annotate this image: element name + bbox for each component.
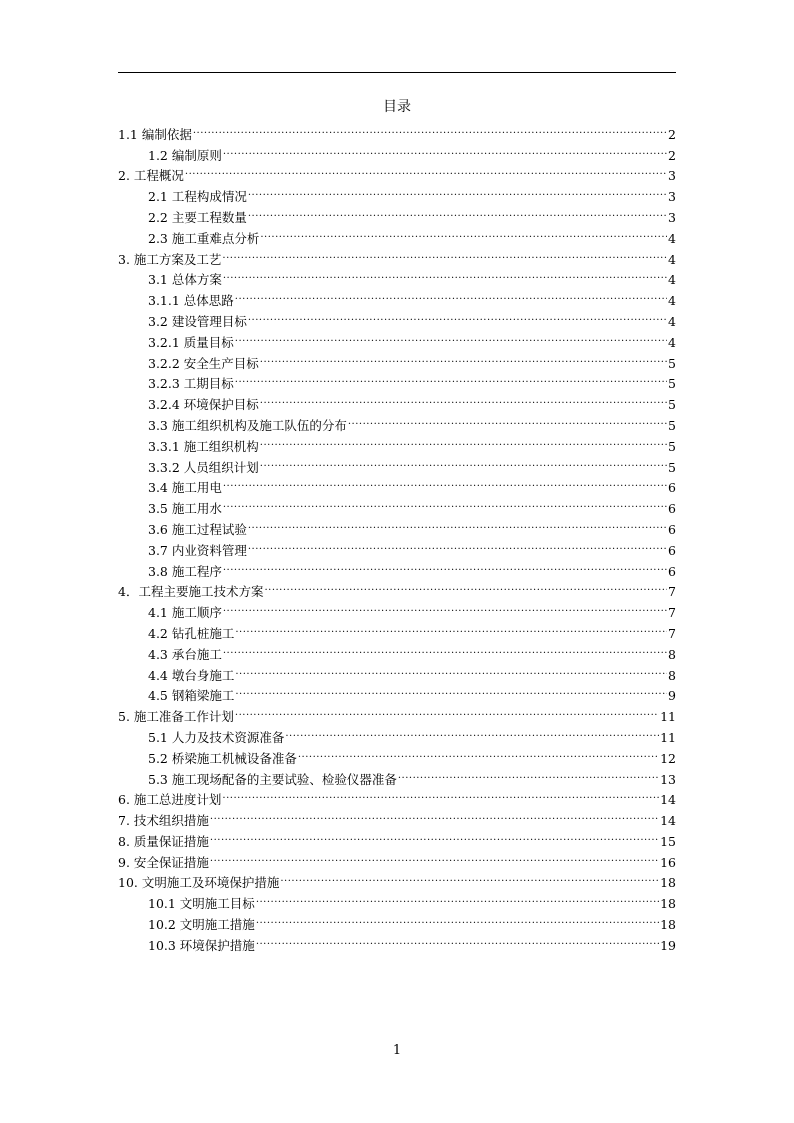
- toc-entry-title: 3.7 内业资料管理: [148, 542, 247, 558]
- toc-entry-title: 3.2 建设管理目标: [148, 313, 247, 329]
- toc-entry-title: 5.3 施工现场配备的主要试验、检验仪器准备: [148, 771, 397, 787]
- toc-entry-title: 9. 安全保证措施: [118, 854, 209, 870]
- toc-entry-page: 16: [660, 854, 676, 870]
- toc-entry-title: 2.1 工程构成情况: [148, 189, 247, 205]
- toc-entry[interactable]: [118, 118, 676, 142]
- toc-dot-leader: [248, 180, 667, 201]
- toc-entry-page: 6: [668, 501, 676, 517]
- toc-dot-leader: [223, 264, 667, 285]
- toc-dot-leader: [256, 908, 659, 929]
- toc-entry-page: 18: [660, 875, 676, 891]
- toc-entry-title: 4.2 钻孔桩施工: [148, 625, 235, 641]
- toc-dot-leader: [285, 721, 659, 742]
- table-of-contents: [118, 118, 676, 953]
- toc-dot-leader: [235, 680, 667, 701]
- toc-entry-page: 5: [668, 459, 676, 475]
- toc-entry-title: 10.1 文明施工目标: [148, 896, 255, 912]
- toc-dot-leader: [223, 555, 667, 576]
- toc-entry-title: 2. 工程概况: [118, 168, 184, 184]
- toc-dot-leader: [185, 160, 667, 181]
- toc-dot-leader: [280, 867, 659, 888]
- toc-entry-page: 5: [668, 438, 676, 454]
- toc-entry-page: 4: [668, 293, 676, 309]
- toc-entry-title: 3.3.2 人员组织计划: [148, 459, 259, 475]
- toc-entry-title: 3.6 施工过程试验: [148, 521, 247, 537]
- toc-entry[interactable]: [118, 139, 676, 163]
- toc-entry-page: 12: [660, 750, 676, 766]
- toc-dot-leader: [256, 929, 659, 950]
- toc-entry-title: 3.1.1 总体思路: [148, 293, 234, 309]
- toc-dot-leader: [235, 368, 667, 389]
- toc-entry-page: 5: [668, 417, 676, 433]
- toc-entry-page: 14: [660, 813, 676, 829]
- toc-entry-title: 4.4 墩台身施工: [148, 667, 235, 683]
- toc-entry-page: 4: [668, 272, 676, 288]
- toc-dot-leader: [235, 659, 667, 680]
- page-number: 1: [392, 1043, 402, 1058]
- toc-dot-leader: [223, 472, 667, 493]
- toc-dot-leader: [260, 451, 667, 472]
- toc-entry-title: 5. 施工准备工作计划: [118, 709, 234, 725]
- toc-dot-leader: [235, 326, 667, 347]
- toc-dot-leader: [210, 804, 659, 825]
- toc-entry-title: 3.1 总体方案: [148, 272, 222, 288]
- toc-entry-title: 3.2.1 质量目标: [148, 334, 234, 350]
- toc-entry-page: 7: [668, 584, 676, 600]
- toc-entry-title: 3. 施工方案及工艺: [118, 251, 222, 267]
- toc-entry-page: 7: [668, 605, 676, 621]
- toc-entry-page: 9: [668, 688, 676, 704]
- toc-entry-page: 6: [668, 521, 676, 537]
- toc-entry-page: 8: [668, 667, 676, 683]
- toc-entry-title: 3.2.4 环境保护目标: [148, 397, 259, 413]
- toc-dot-leader: [223, 596, 667, 617]
- toc-entry-title: 3.2.3 工期目标: [148, 376, 234, 392]
- toc-entry-page: 3: [668, 209, 676, 225]
- toc-entry-title: 2.3 施工重难点分析: [148, 230, 260, 246]
- toc-dot-leader: [248, 305, 667, 326]
- toc-entry-page: 4: [668, 334, 676, 350]
- toc-dot-leader: [248, 201, 667, 222]
- toc-entry-page: 13: [660, 771, 676, 787]
- toc-entry-page: 15: [660, 833, 676, 849]
- toc-entry-title: 3.8 施工程序: [148, 563, 222, 579]
- toc-entry-page: 8: [668, 646, 676, 662]
- toc-entry-page: 11: [660, 729, 676, 745]
- toc-entry-title: 7. 技术组织措施: [118, 813, 209, 829]
- toc-entry-page: 4: [668, 313, 676, 329]
- toc-dot-leader: [248, 513, 667, 534]
- toc-entry-title: 8. 质量保证措施: [118, 833, 209, 849]
- toc-entry-page: 18: [660, 896, 676, 912]
- toc-entry-title: 3.2.2 安全生产目标: [148, 355, 259, 371]
- toc-entry-page: 5: [668, 376, 676, 392]
- toc-dot-leader: [348, 409, 667, 430]
- toc-entry-title: 3.5 施工用水: [148, 501, 222, 517]
- toc-entry-title: 4.3 承台施工: [148, 646, 222, 662]
- toc-entry-page: 4: [668, 251, 676, 267]
- toc-dot-leader: [210, 846, 659, 867]
- toc-entry-page: 11: [660, 709, 676, 725]
- toc-entry-title: 10.3 环境保护措施: [148, 937, 255, 953]
- toc-dot-leader: [222, 243, 667, 264]
- toc-dot-leader: [260, 347, 667, 368]
- toc-title: 目录: [383, 99, 411, 115]
- toc-entry-title: 3.3.1 施工组织机构: [148, 438, 259, 454]
- toc-entry-title: 5.2 桥梁施工机械设备准备: [148, 750, 297, 766]
- toc-dot-leader: [223, 492, 667, 513]
- toc-entry-title: 10.2 文明施工措施: [148, 917, 255, 933]
- toc-entry-page: 6: [668, 542, 676, 558]
- toc-entry-title: 4．工程主要施工技术方案: [118, 584, 264, 600]
- toc-entry-page: 6: [668, 563, 676, 579]
- header-rule: [118, 72, 676, 73]
- toc-dot-leader: [235, 617, 667, 638]
- toc-entry-page: 2: [668, 147, 676, 163]
- toc-entry-page: 5: [668, 355, 676, 371]
- toc-dot-leader: [260, 222, 667, 243]
- toc-entry-page: 2: [668, 126, 676, 142]
- toc-dot-leader: [260, 388, 667, 409]
- toc-entry-title: 1.1 编制依据: [118, 126, 192, 142]
- toc-dot-leader: [264, 576, 667, 597]
- toc-entry-title: 2.2 主要工程数量: [148, 209, 247, 225]
- toc-entry-title: 1.2 编制原则: [148, 147, 222, 163]
- toc-entry-title: 4.5 钢箱梁施工: [148, 688, 235, 704]
- toc-entry[interactable]: [118, 160, 676, 184]
- toc-entry-page: 3: [668, 189, 676, 205]
- toc-dot-leader: [223, 139, 667, 160]
- toc-entry-title: 10. 文明施工及环境保护措施: [118, 875, 280, 891]
- toc-entry-page: 3: [668, 168, 676, 184]
- toc-entry-title: 5.1 人力及技术资源准备: [148, 729, 285, 745]
- toc-entry-page: 19: [660, 937, 676, 953]
- toc-entry-page: 7: [668, 625, 676, 641]
- toc-entry-title: 6. 施工总进度计划: [118, 792, 222, 808]
- toc-dot-leader: [298, 742, 659, 763]
- toc-entry-title: 3.3 施工组织机构及施工队伍的分布: [148, 417, 347, 433]
- toc-entry[interactable]: [118, 180, 676, 205]
- toc-entry-title: 4.1 施工顺序: [148, 605, 222, 621]
- toc-entry-page: 18: [660, 917, 676, 933]
- toc-dot-leader: [235, 284, 667, 305]
- toc-dot-leader: [256, 887, 659, 908]
- toc-entry-title: 3.4 施工用电: [148, 480, 222, 496]
- toc-dot-leader: [260, 430, 667, 451]
- toc-entry-page: 4: [668, 230, 676, 246]
- toc-dot-leader: [210, 825, 659, 846]
- toc-dot-leader: [193, 118, 667, 139]
- toc-entry-page: 5: [668, 397, 676, 413]
- toc-dot-leader: [223, 638, 667, 659]
- toc-dot-leader: [222, 784, 659, 805]
- toc-dot-leader: [248, 534, 667, 555]
- toc-entry-page: 14: [660, 792, 676, 808]
- toc-entry-page: 6: [668, 480, 676, 496]
- toc-dot-leader: [398, 763, 659, 784]
- toc-dot-leader: [235, 700, 659, 721]
